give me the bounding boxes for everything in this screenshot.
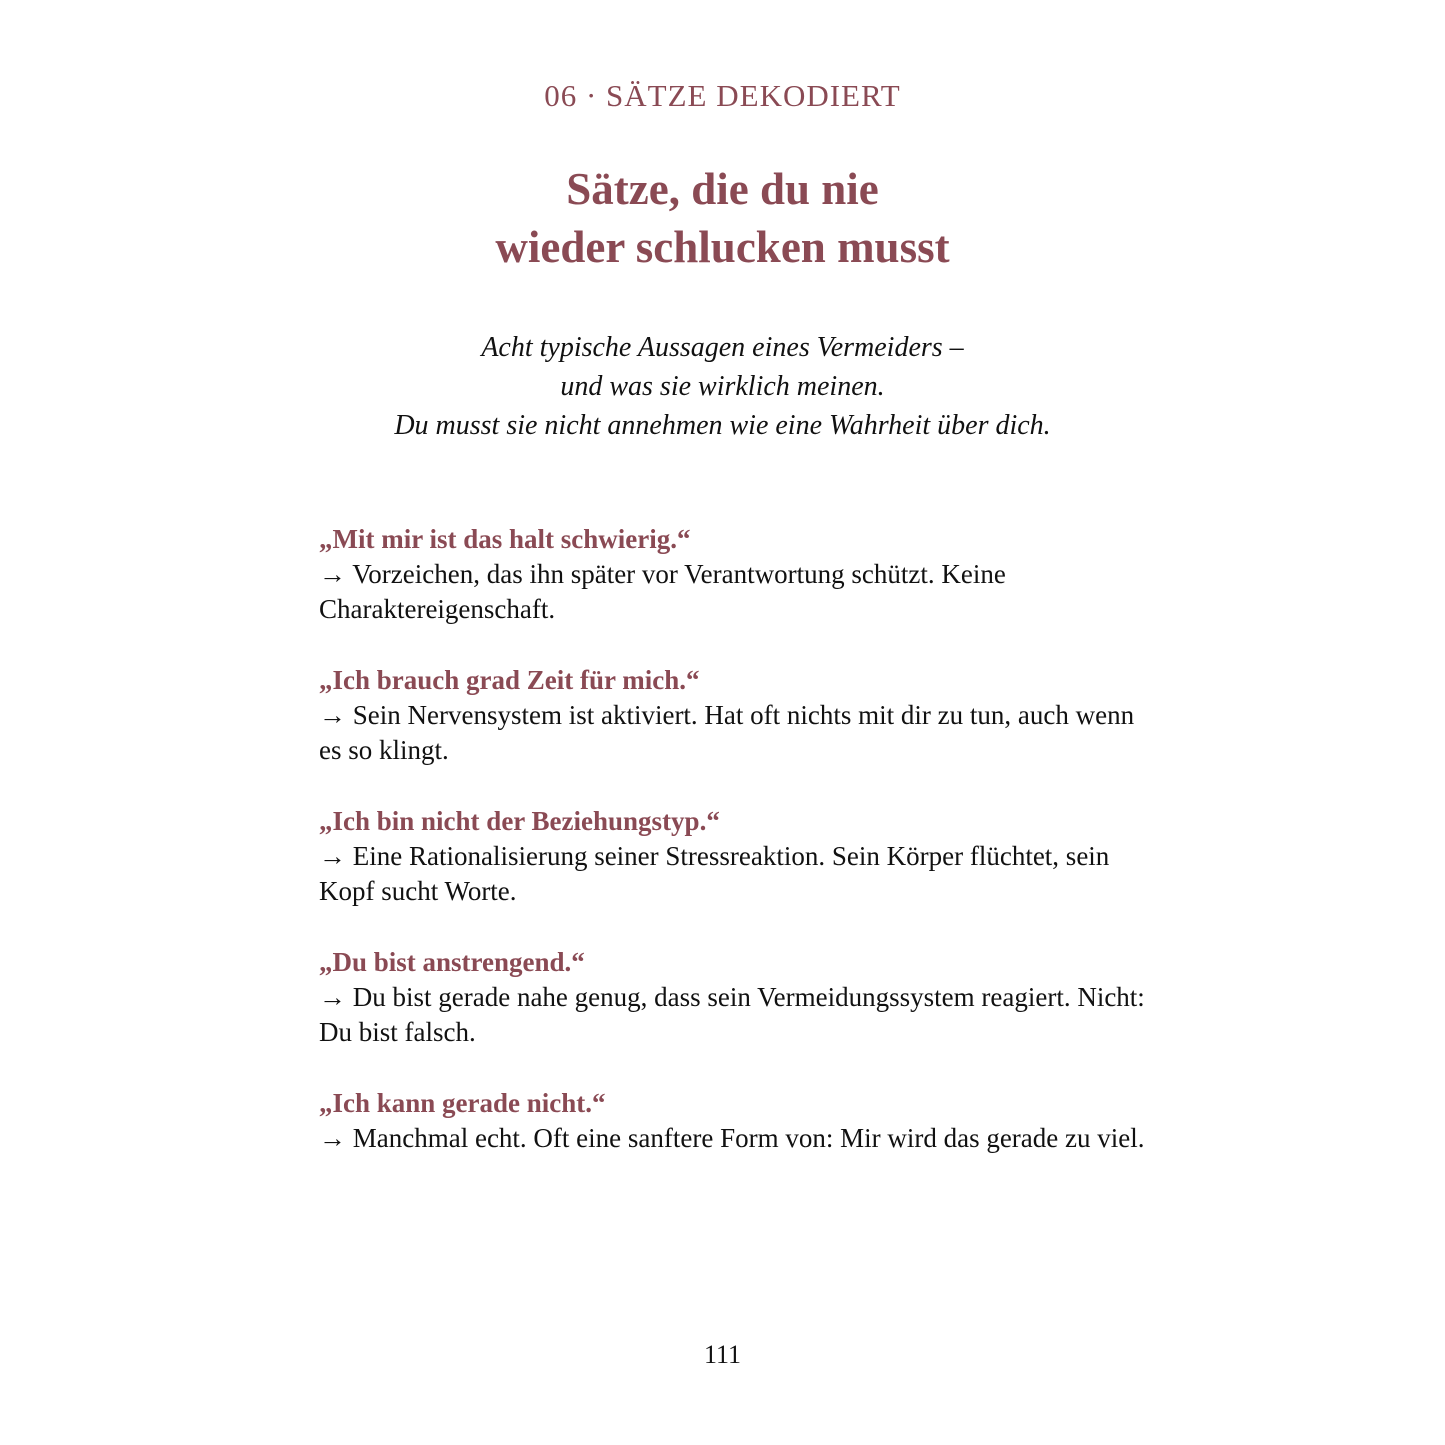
page-title-line-1: Sätze, die du nie — [566, 164, 879, 214]
intro-text — [0, 328, 1445, 445]
quote-entry — [319, 662, 1149, 768]
quote-entry — [319, 1085, 1149, 1156]
intro-line-2: und was sie wirklich meinen. — [560, 371, 885, 402]
quote-entry — [319, 944, 1149, 1050]
page-title-line-2: wieder schlucken musst — [495, 222, 950, 272]
quote-text: „Ich bin nicht der Beziehungstyp.“ — [319, 806, 720, 836]
page-number: 111 — [703, 1340, 742, 1369]
quote-text: „Ich brauch grad Zeit für mich.“ — [319, 665, 700, 695]
quote-entry — [319, 521, 1149, 627]
quote-text: „Du bist anstrengend.“ — [319, 947, 585, 977]
quote-meaning: → Vorzeichen, das ihn später vor Verantwortung schützt. Keine Charaktereigenschaft. — [319, 559, 1006, 624]
quote-meaning: → Du bist gerade nahe genug, dass sein Vermeidungssystem reagiert. Nicht: Du bist falsch. — [319, 982, 1145, 1047]
quote-text: „Mit mir ist das halt schwierig.“ — [319, 524, 691, 554]
intro-line-3: Du musst sie nicht annehmen wie eine Wahrheit über dich. — [394, 410, 1051, 441]
chapter-kicker: 06 · SÄTZE DEKODIERT — [544, 78, 901, 113]
quote-meaning: → Manchmal echt. Oft eine sanftere Form von: Mir wird das gerade zu viel. — [319, 1123, 1145, 1153]
quote-list — [319, 521, 1149, 1191]
intro-line-1: Acht typische Aussagen eines Vermeiders – — [481, 332, 964, 363]
quote-meaning: → Sein Nervensystem ist aktiviert. Hat oft nichts mit dir zu tun, auch wenn es so klingt. — [319, 700, 1135, 765]
quote-meaning: → Eine Rationalisierung seiner Stressreaktion. Sein Körper flüchtet, sein Kopf sucht Worte. — [319, 841, 1110, 906]
page-title — [0, 160, 1445, 276]
quote-entry — [319, 803, 1149, 909]
quote-text: „Ich kann gerade nicht.“ — [319, 1088, 606, 1118]
